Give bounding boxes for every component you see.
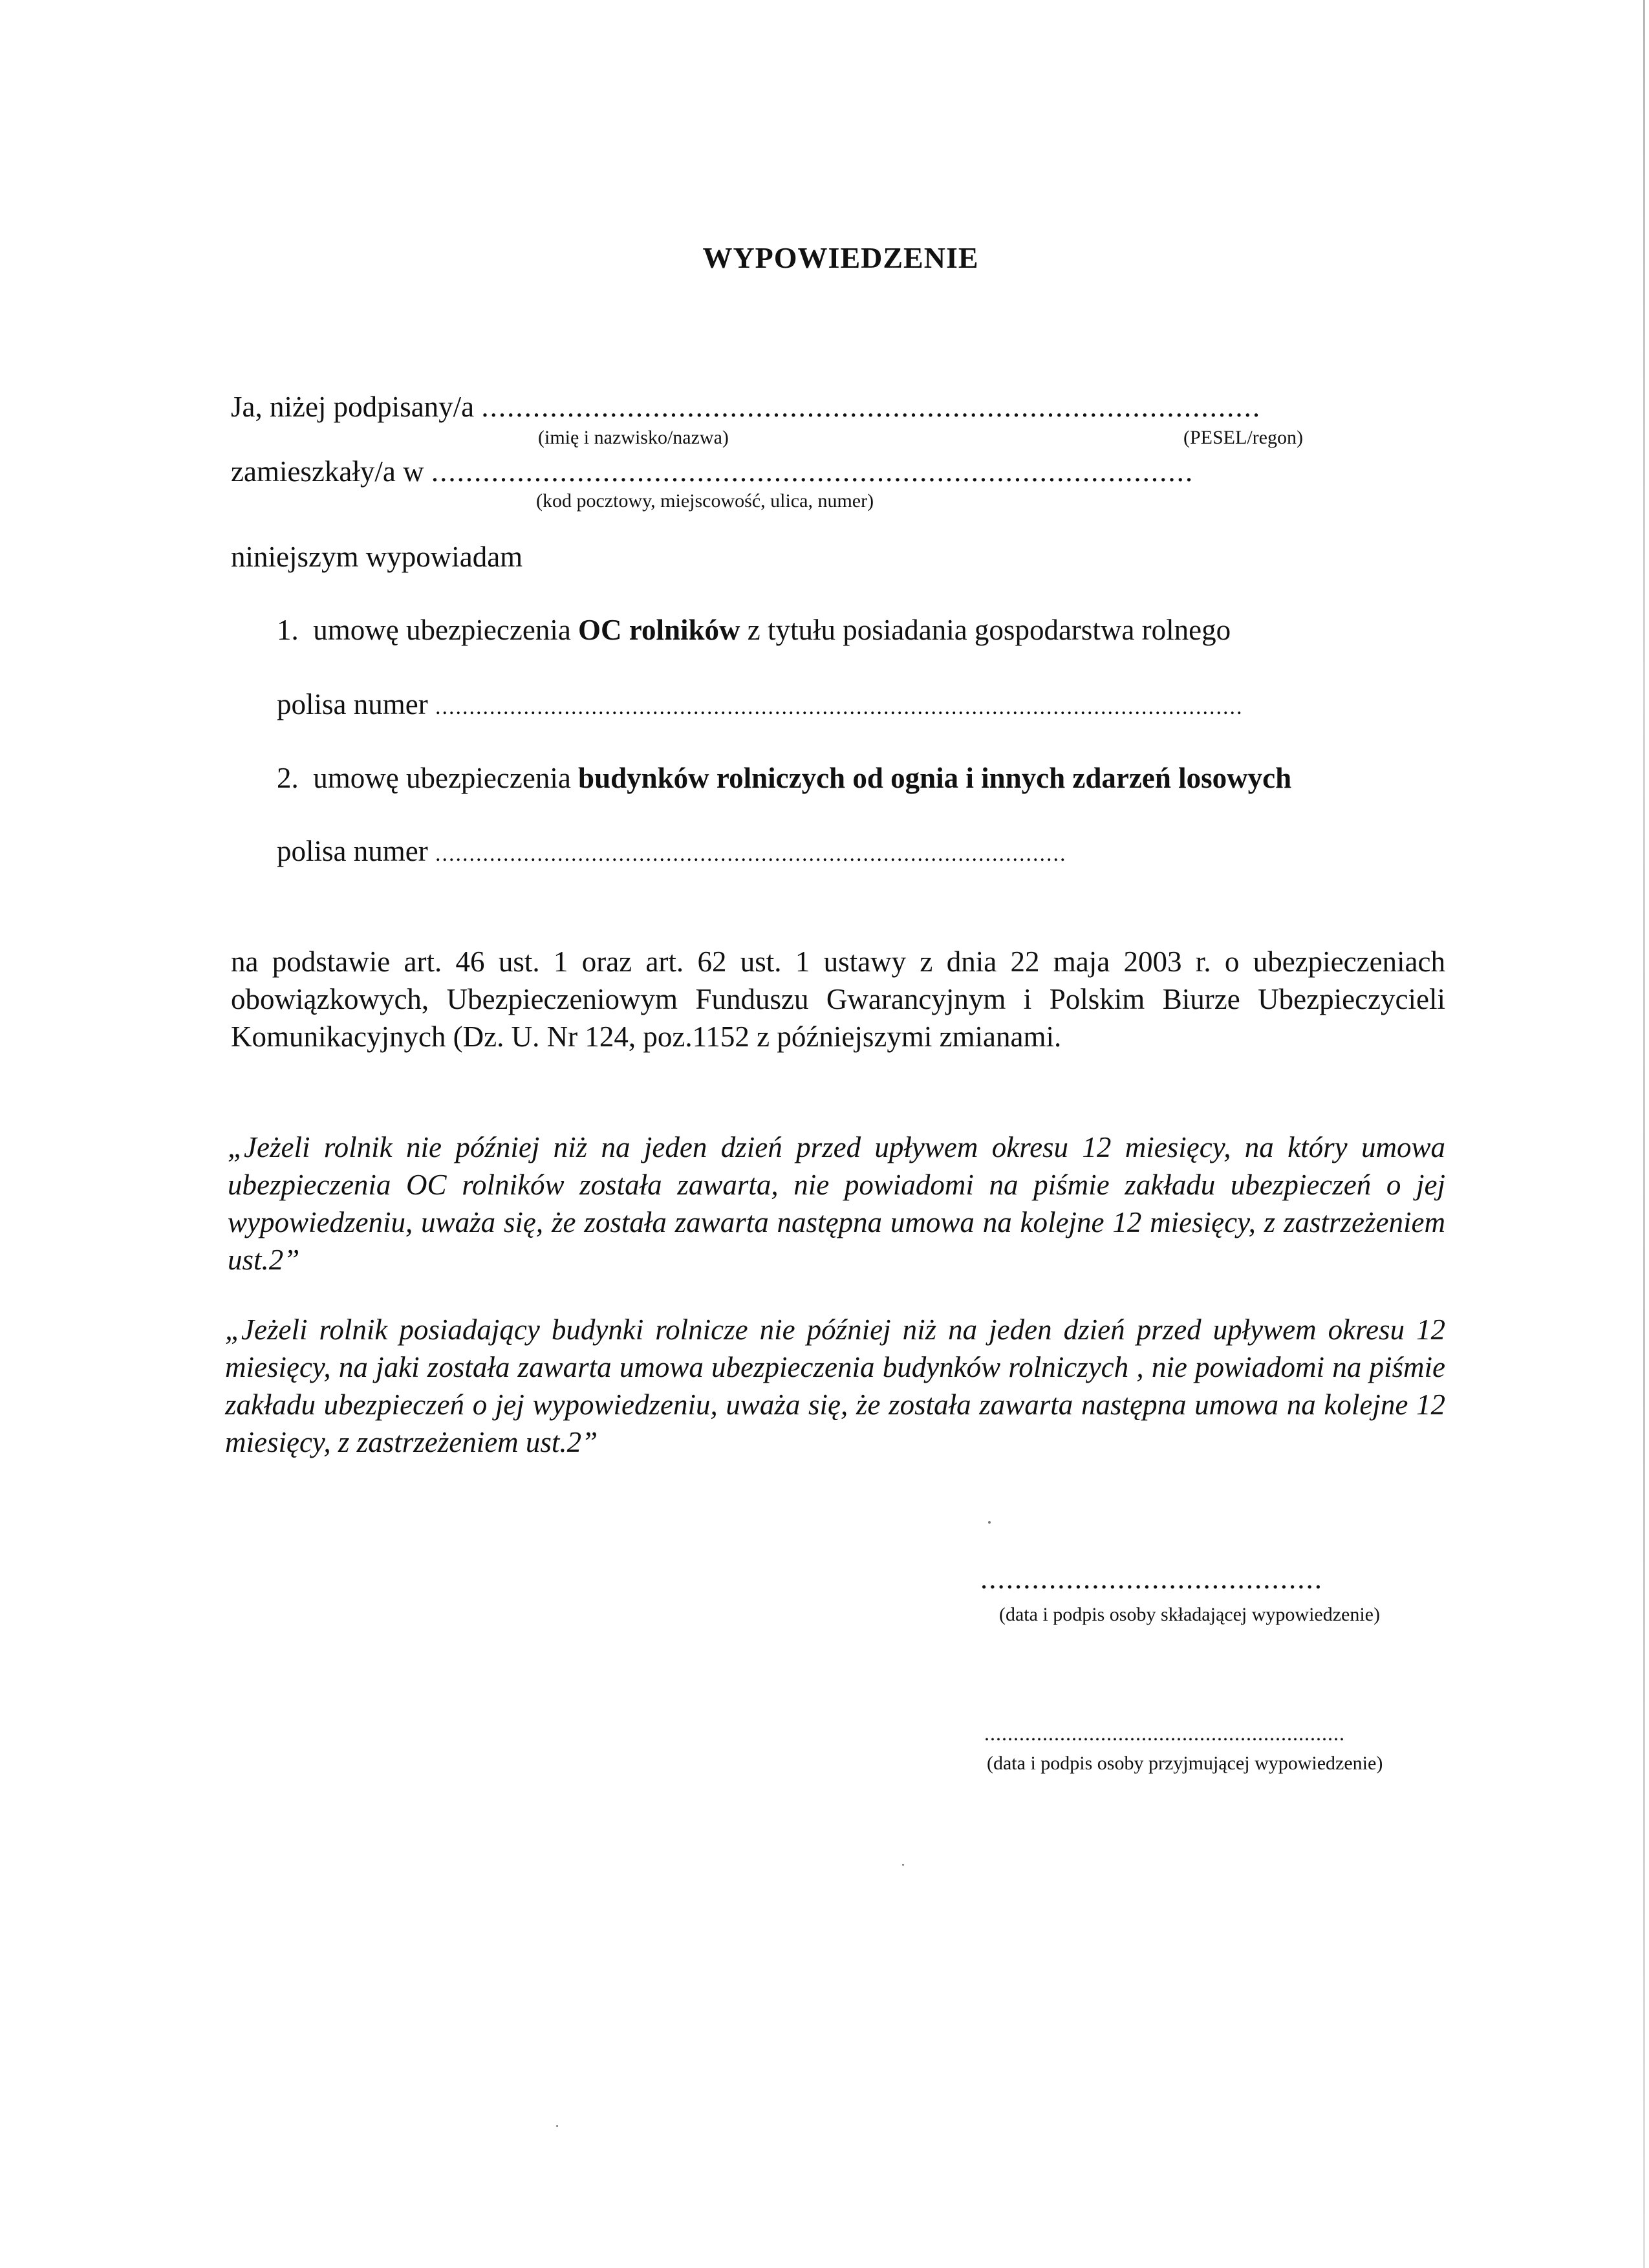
policy1-dots: .......................................................................................................................: [435, 695, 1244, 719]
legal-basis-paragraph: na podstawie art. 46 ust. 1 oraz art. 62 ust. 1 ustawy z dnia 22 maja 2003 r. o ubezpieczeniach obowiązkowych, Ubezpieczeniowym Funduszu Gwarancyjnym i Polskim Biurze Ubezpieczycieli Komunikacyjnych (Dz. U. Nr 124, poz.1152 z późniejszymi zmianami.: [231, 945, 1445, 1053]
item2: [277, 761, 1291, 795]
signature2-caption: (data i podpis osoby przyjmującej wypowiedzenie): [987, 1753, 1383, 1774]
document-title: WYPOWIEDZENIE: [702, 241, 979, 274]
scan-edge-shadow: [1643, 0, 1645, 2268]
policy1-row: [277, 687, 1243, 721]
line2-label: zamieszkały/a w: [231, 455, 424, 488]
line2-dots: .........................................................................................: [431, 455, 1194, 488]
scan-speck: [988, 1521, 991, 1524]
intro-text: niniejszym wypowiadam: [231, 541, 523, 573]
line1-label: Ja, niżej podpisany/a: [231, 391, 475, 423]
item1-post: z tytułu posiadania gospodarstwa rolnego: [747, 614, 1231, 646]
line2-hint: (kod pocztowy, miejscowość, ulica, numer): [536, 490, 874, 512]
item1-bold: OC rolników: [578, 614, 740, 646]
item2-number: 2.: [277, 762, 299, 794]
policy2-dots: .............................................................................................: [435, 842, 1067, 866]
item1-number: 1.: [277, 614, 299, 646]
item1-pre: umowę ubezpieczenia: [313, 614, 571, 646]
quote-buildings-paragraph: „Jeżeli rolnik posiadający budynki rolnicze nie później niż na jeden dzień przed upływem okresu 12 miesięcy, na jaki została zawarta umowa ubezpieczenia budynków rolniczych , nie powiadomi na piśmie zakładu ubezpieczeń o jej wypowiedzeniu, uważa się, że została zawarta następna umowa na kolejne 12 miesięcy, z zastrzeżeniem ust.2”: [225, 1313, 1445, 1458]
line1-dots: ...........................................................................................: [481, 391, 1262, 423]
policy2-label: polisa numer: [277, 835, 428, 867]
item1: [277, 613, 1231, 647]
scan-speck: [902, 1864, 904, 1866]
line2-row: [231, 455, 1194, 488]
signature1-dots: ........................................: [980, 1562, 1323, 1595]
policy2-row: [277, 834, 1066, 868]
signature2-dots: ..............................................................: [984, 1722, 1345, 1745]
quote-oc-paragraph: „Jeżeli rolnik nie później niż na jeden dzień przed upływem okresu 12 miesięcy, na który umowa ubezpieczenia OC rolników została zawarta, nie powiadomi na piśmie zakładu ubezpieczeń o jej wypowiedzeniu, uważa się, że została zawarta następna umowa na kolejne 12 miesięcy, z zastrzeżeniem ust.2”: [228, 1131, 1445, 1276]
line1-row: [231, 390, 1261, 424]
item2-bold: budynków rolniczych od ognia i innych zdarzeń losowych: [578, 762, 1292, 794]
line1-hint-name: (imię i nazwisko/nazwa): [538, 427, 729, 448]
scan-speck: [556, 2125, 558, 2127]
item2-pre: umowę ubezpieczenia: [313, 762, 571, 794]
line1-hint-pesel: (PESEL/regon): [1183, 427, 1303, 448]
signature1-caption: (data i podpis osoby składającej wypowiedzenie): [999, 1604, 1380, 1625]
policy1-label: polisa numer: [277, 688, 428, 720]
